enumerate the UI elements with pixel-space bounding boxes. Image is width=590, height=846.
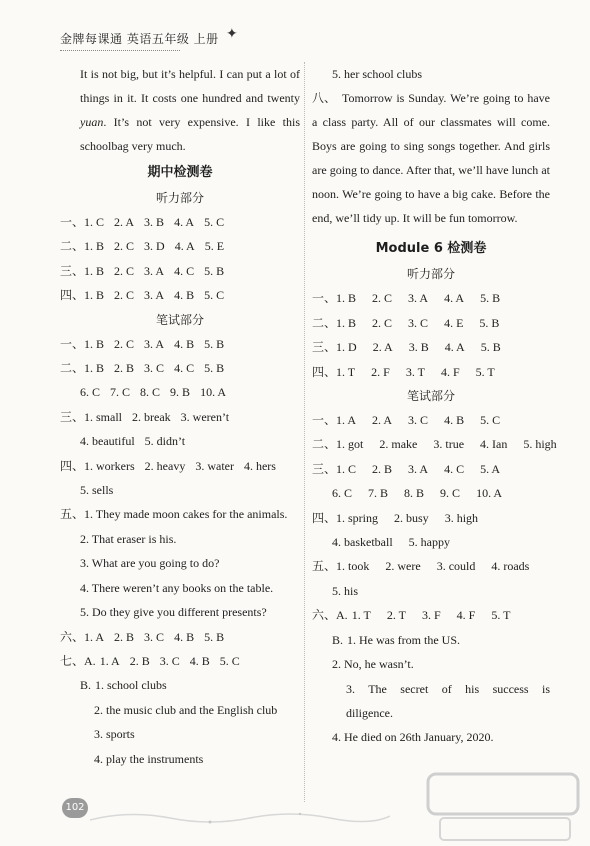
answer-item: 1. B xyxy=(84,239,105,254)
answer-line: 4. play the instruments xyxy=(94,751,204,766)
section-label: 四、 xyxy=(60,288,85,303)
answer-item: 2. B xyxy=(114,361,135,376)
writing-answers xyxy=(60,332,300,771)
answer-item: 1. A xyxy=(84,629,105,644)
answer-item: 5. B xyxy=(204,336,225,351)
answer-item: 6. C xyxy=(80,385,101,400)
sparkle-icon: ✦ xyxy=(226,27,238,42)
answer-item: 2. break xyxy=(132,409,171,424)
answer-item: 1. B xyxy=(84,263,105,278)
answer-row xyxy=(60,405,300,429)
answer-item: 3. C xyxy=(159,653,180,668)
section-label: 三、 xyxy=(60,409,85,424)
answer-item: 4. hers xyxy=(243,458,276,473)
answer-row xyxy=(312,457,550,481)
answer-item: 3. A xyxy=(144,288,165,303)
answer-item: 3. C xyxy=(144,361,165,376)
answer-item: 3. B xyxy=(144,215,165,229)
answer-row xyxy=(60,380,300,404)
answer-item: 2. C xyxy=(372,291,393,306)
passage-text-a: It is not big, but it’s helpful. I can put a lot of things in it. It costs one hundred and twenty xyxy=(80,67,300,105)
answer-item: 2. C xyxy=(372,315,393,330)
answer-item: 5. his xyxy=(332,583,359,598)
answer-item: 4. B xyxy=(444,413,465,428)
answer-item: 5. C xyxy=(204,288,225,303)
answer-item: 1. B xyxy=(336,291,357,306)
answer-item: 4. B xyxy=(174,288,195,303)
answer-item: 4. beautiful xyxy=(80,434,135,449)
section-label: 五、 xyxy=(60,507,85,522)
answer-item: 3. B xyxy=(408,340,429,355)
answer-line: 4. There weren’t any books on the table. xyxy=(80,580,274,595)
answer-item: 4. C xyxy=(444,461,465,476)
answer-item: 2. T xyxy=(386,608,406,623)
answer-item: 4. E xyxy=(444,315,464,330)
answer-item: 2. C xyxy=(114,336,135,351)
answer-item: 4. basketball xyxy=(332,535,393,550)
page-header xyxy=(60,28,580,52)
answer-item: 5. high xyxy=(523,437,557,452)
answer-row xyxy=(312,360,550,384)
answer-item: 3. A xyxy=(144,336,165,351)
answer-item: 1. C xyxy=(84,215,105,229)
module-writing-answers xyxy=(312,408,557,750)
answer-item: 3. high xyxy=(444,510,479,525)
answer-item: 1. B xyxy=(84,336,105,351)
answer-row xyxy=(312,530,550,554)
answer-item: 2. busy xyxy=(394,510,429,525)
section-label: 一、 xyxy=(60,215,85,229)
module-title: Module 6 检测卷 xyxy=(375,241,487,257)
answer-item: 5. happy xyxy=(408,535,450,550)
answer-item: 2. A xyxy=(114,215,135,229)
answer-item: 4. F xyxy=(440,364,460,379)
answer-item: 3. could xyxy=(436,559,476,574)
answer-item: 5. B xyxy=(479,315,500,330)
answer-item: 4. C xyxy=(174,361,195,376)
answer-item: 4. C xyxy=(174,263,195,278)
answer-item: 5. didn’t xyxy=(144,434,186,449)
answer-item: 5. C xyxy=(219,653,240,668)
answer-item: 5. sells xyxy=(80,483,114,498)
answer-item: 1. They made moon cakes for the animals. xyxy=(84,507,288,522)
section-eight xyxy=(312,86,550,230)
answer-item: 5. B xyxy=(204,263,225,278)
answer-item: 8. B xyxy=(404,486,425,501)
section-label: 二、 xyxy=(60,361,85,376)
answer-item: 1. A xyxy=(99,653,120,668)
answer-row xyxy=(312,408,550,432)
passage-text-yuan: yuan xyxy=(80,115,104,129)
section-label: 六、 xyxy=(312,608,337,623)
part-label: A. xyxy=(336,608,348,623)
answer-item: 4. A xyxy=(174,239,195,254)
answer-row xyxy=(312,506,550,530)
answer-item: 3. water xyxy=(195,458,234,473)
section-label: 二、 xyxy=(312,437,337,452)
answer-item: 3. A xyxy=(408,291,429,306)
section-label: 二、 xyxy=(312,315,337,330)
answer-row xyxy=(312,579,550,603)
answer-item: 9. C xyxy=(440,486,461,501)
answer-row xyxy=(60,283,300,307)
answer-item: 4. A xyxy=(174,215,195,229)
passage-paragraph xyxy=(60,62,300,158)
answer-item: 4. A xyxy=(444,340,465,355)
answer-item: 3. C xyxy=(144,629,165,644)
answer-row xyxy=(60,234,300,258)
answer-item: 4. B xyxy=(189,653,210,668)
module-writing-title: 笔试部分 xyxy=(406,389,455,404)
answer-item: 1. small xyxy=(84,409,123,424)
answer-item: 2. make xyxy=(379,437,418,452)
answer-item: 5. T xyxy=(475,364,495,379)
answer-item: 3. C xyxy=(408,315,429,330)
section-eight-text: Tomorrow is Sunday. We’re going to have a class party. All of our classmates will come. Boys are going to sing songs together. And girls are going to dance. After that, we’ll have lunch at noon. We’re going to have a big cake. Before the end, we’ll tidy up. It will be fun tomorrow. xyxy=(312,91,550,226)
answer-row xyxy=(60,454,300,478)
answer-item: 1. D xyxy=(336,340,357,355)
answer-row xyxy=(312,481,550,505)
footer-wave-decoration xyxy=(90,808,390,828)
answer-row xyxy=(312,432,557,456)
section-label: 八、 xyxy=(312,91,337,106)
answer-row xyxy=(60,210,300,234)
answer-item: 2. F xyxy=(371,364,390,379)
answer-item: 3. F xyxy=(421,608,441,623)
answer-item: 3. weren’t xyxy=(180,409,230,424)
answer-text: 1. school clubs xyxy=(95,678,167,693)
answer-item: 1. T xyxy=(336,364,356,379)
answer-item: 2. A xyxy=(372,413,393,428)
module-listening-title: 听力部分 xyxy=(406,267,455,282)
answer-item: 5. B xyxy=(480,340,501,355)
left-column xyxy=(60,62,300,771)
section-label: 四、 xyxy=(312,510,337,525)
answer-item: 9. B xyxy=(170,385,191,400)
answer-line: 4. He died on 26th January, 2020. xyxy=(332,730,494,745)
answer-item: 5. B xyxy=(204,361,225,376)
section-label: 六、 xyxy=(60,629,85,644)
answer-item: 1. A xyxy=(336,413,357,428)
answer-row xyxy=(60,478,300,502)
midterm-title: 期中检测卷 xyxy=(147,165,213,180)
section-label: 三、 xyxy=(312,340,337,355)
section-label: 一、 xyxy=(312,413,337,428)
answer-item: 1. B xyxy=(336,315,357,330)
answer-line: 2. the music club and the English club xyxy=(94,702,278,717)
answer-line: 3. The secret of his success is xyxy=(346,681,550,696)
answer-item: 2. B xyxy=(129,653,150,668)
answer-line: 5. Do they give you different presents? xyxy=(80,605,267,620)
answer-row xyxy=(60,625,300,649)
answer-row xyxy=(312,286,550,310)
answer-item: 5. B xyxy=(204,629,225,644)
answer-item: 4. Ian xyxy=(480,437,508,452)
answer-row xyxy=(60,649,300,673)
answer-item: 2. C xyxy=(114,288,135,303)
section-label: 一、 xyxy=(60,336,85,351)
answer-item: 2. B xyxy=(114,629,135,644)
answer-item: 10. A xyxy=(476,486,503,501)
answer-item: 7. B xyxy=(368,486,389,501)
column-divider xyxy=(304,62,305,802)
answer-row xyxy=(60,332,300,356)
section-label: 三、 xyxy=(60,263,85,278)
answer-row xyxy=(312,554,550,578)
right-column xyxy=(312,62,557,750)
answer-row xyxy=(60,259,300,283)
section-label: 五、 xyxy=(312,559,337,574)
answer-item: 3. A xyxy=(144,263,165,278)
answer-item: 2. C xyxy=(114,239,135,254)
answer-row xyxy=(312,603,550,627)
answer-item: 2. B xyxy=(372,461,393,476)
answer-item: 1. took xyxy=(336,559,370,574)
answer-item: 5. E xyxy=(204,239,225,254)
answer-line: 2. That eraser is his. xyxy=(80,531,177,546)
answer-item: 8. C xyxy=(140,385,161,400)
answer-line xyxy=(60,673,300,697)
section-label: 四、 xyxy=(312,364,337,379)
part-label: B. xyxy=(332,632,344,647)
answer-line xyxy=(312,628,550,652)
header-underline xyxy=(60,50,180,51)
answer-item: 5. A xyxy=(480,461,501,476)
answer-item: 1. got xyxy=(336,437,364,452)
module-listening-answers xyxy=(312,286,550,384)
answer-item: 1. spring xyxy=(336,510,379,525)
answer-row xyxy=(60,356,300,380)
answer-item: 3. T xyxy=(405,364,425,379)
answer-row xyxy=(312,311,550,335)
answer-line: 3. What are you going to do? xyxy=(80,556,220,571)
book-series-title: 金牌每课通 英语五年级 上册 xyxy=(60,32,219,46)
part-label: B. xyxy=(80,678,92,693)
answer-item: 3. C xyxy=(408,413,429,428)
section-label: 二、 xyxy=(60,239,85,254)
section-label: 三、 xyxy=(312,461,337,476)
answer-item: 4. roads xyxy=(491,559,530,574)
answer-item: 7. C xyxy=(110,385,131,400)
answer-item: 1. B xyxy=(84,288,105,303)
answer-item: 6. C xyxy=(332,486,353,501)
answer-item: 5. C xyxy=(480,413,501,428)
answer-item: 10. A xyxy=(200,385,227,400)
answer-item: 1. T xyxy=(351,608,371,623)
page-number: 102 xyxy=(62,798,88,818)
answer-line: 3. sports xyxy=(94,727,135,742)
answer-row xyxy=(60,502,300,526)
listening-answers xyxy=(60,210,300,308)
answer-item: 3. A xyxy=(408,461,429,476)
answer-item: 4. A xyxy=(444,291,465,306)
answer-item: 2. C xyxy=(114,263,135,278)
answer-item: 5. T xyxy=(491,608,511,623)
section-label: 七、 xyxy=(60,653,85,668)
answer-item: 1. B xyxy=(84,361,105,376)
answer-line: 2. No, he wasn’t. xyxy=(332,657,414,672)
part-label: A. xyxy=(84,653,96,668)
answer-item: 2. were xyxy=(385,559,421,574)
answer-item: 1. workers xyxy=(84,458,135,473)
section-label: 四、 xyxy=(60,458,85,473)
answer-item: 5. C xyxy=(204,215,225,229)
answer-line: 5. her school clubs xyxy=(332,67,422,81)
answer-text: 1. He was from the US. xyxy=(347,632,460,647)
answer-row xyxy=(60,429,300,453)
answer-item: 3. D xyxy=(144,239,165,254)
answer-line: diligence. xyxy=(346,705,393,720)
answer-item: 3. true xyxy=(433,437,465,452)
answer-item: 4. F xyxy=(456,608,476,623)
answer-item: 1. C xyxy=(336,461,357,476)
answer-item: 5. B xyxy=(480,291,501,306)
section-label: 一、 xyxy=(312,291,337,306)
watermark-logo xyxy=(420,770,590,846)
answer-row xyxy=(312,335,550,359)
writing-title: 笔试部分 xyxy=(155,312,204,327)
answer-item: 2. A xyxy=(372,340,393,355)
passage-text-b: . It’s not very expensive. I like this schoolbag very much. xyxy=(80,115,300,153)
answer-item: 2. heavy xyxy=(144,458,186,473)
listening-title: 听力部分 xyxy=(155,191,204,205)
answer-item: 4. B xyxy=(174,629,195,644)
answer-item: 4. B xyxy=(174,336,195,351)
